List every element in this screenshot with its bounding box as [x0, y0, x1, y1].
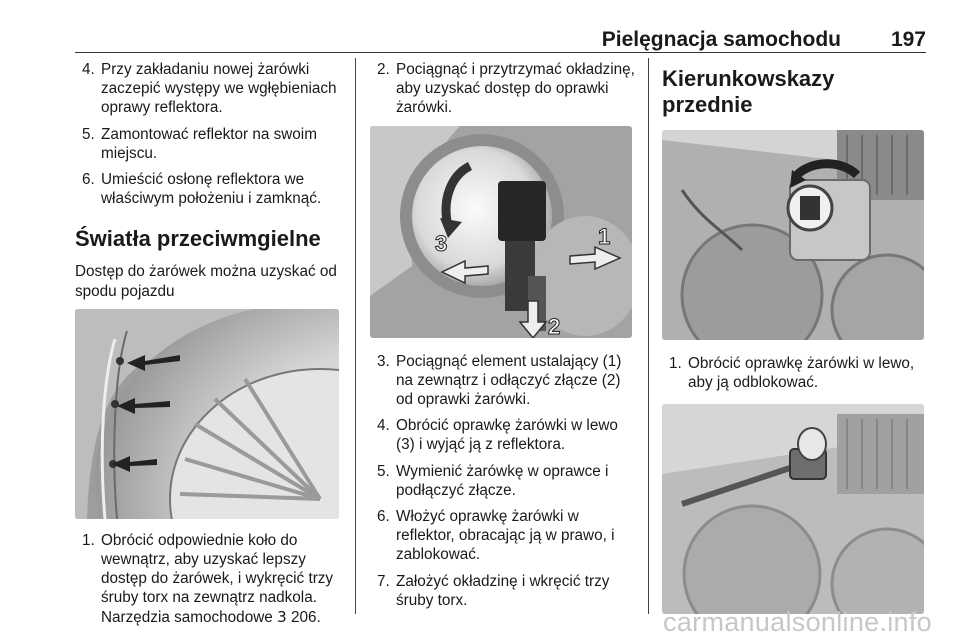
wheel-arch-illustration [75, 309, 339, 519]
step-text: Umieścić osłonę reflektora we właściwym położeniu i zamknąć. [101, 171, 322, 208]
page-reference-number: 206. [291, 608, 321, 626]
bulb-holder-illustration [370, 126, 632, 338]
section-heading-fog-lights: Światła przeciwmgielne [75, 226, 321, 252]
step-text: Pociągnąć i przytrzymać okładzinę, aby uzyskać dostęp do oprawki żarówki. [396, 61, 635, 117]
step-text: Przy zakładaniu nowej żarówki zaczepić występy we wgłębieniach oprawy reflektora. [101, 61, 337, 117]
step-item [75, 125, 341, 163]
column-divider [355, 58, 356, 614]
column-divider [648, 58, 649, 614]
step-number: 6. [82, 171, 95, 189]
column-left [75, 60, 341, 634]
callout-label-3: 3 [435, 230, 448, 256]
step-item [370, 416, 635, 454]
tools-reference-label: Narzędzia samochodowe [101, 608, 273, 626]
step-text: Obrócić odpowiednie koło do wewnątrz, aby uzyskać lepszy dostęp do żarówek, i wykręcić trzy śruby torx na zewnątrz nadkola. [101, 531, 334, 607]
page-reference-icon: 3 [277, 607, 287, 626]
step-text: Założyć okładzinę i wkręcić trzy śruby torx. [396, 572, 610, 609]
step-item [370, 60, 635, 118]
step-item [75, 531, 341, 627]
step-item [370, 572, 635, 610]
step-text: Zamontować reflektor na swoim miejscu. [101, 125, 317, 162]
step-item [370, 507, 635, 565]
section-heading-front-indicators: Kierunkowskazy przednie [662, 66, 835, 117]
step-number: 4. [377, 417, 390, 435]
step-item [662, 354, 927, 392]
step-text: Wymienić żarówkę w oprawce i podłączyć złącze. [396, 462, 609, 499]
step-text: Obrócić oprawkę żarówki w lewo, aby ją odblokować. [688, 355, 915, 392]
step-item [370, 462, 635, 500]
step-number: 5. [82, 125, 95, 143]
step-text: Pociągnąć element ustalający (1) na zewnątrz i odłączyć złącze (2) od oprawki żarówki. [396, 352, 622, 409]
page-header [75, 26, 926, 53]
step-number: 2. [377, 61, 390, 78]
step-number: 5. [377, 462, 390, 480]
watermark-text: carmanualsonline.info [663, 607, 932, 637]
step-number: 1. [82, 531, 95, 549]
callout-label-2: 2 [548, 313, 561, 338]
step-number: 7. [377, 572, 390, 590]
step-text: Włożyć oprawkę żarówki w reflektor, obracając ją w prawo, i zablokować. [396, 508, 615, 564]
header-title: Pielęgnacja samochodu [601, 28, 841, 51]
step-number: 4. [82, 61, 95, 78]
step-number: 3. [377, 352, 390, 370]
intro-paragraph: Dostęp do żarówek można uzyskać od spodu pojazdu [75, 263, 337, 300]
indicator-bulb-removed-illustration [662, 404, 924, 614]
indicator-rotate-illustration [662, 130, 924, 340]
step-number: 6. [377, 508, 390, 526]
column-middle [370, 60, 635, 617]
step-item [75, 60, 341, 118]
page-number: 197 [890, 28, 926, 51]
step-number: 1. [669, 355, 682, 372]
callout-label-1: 1 [598, 223, 611, 249]
step-item [370, 352, 635, 410]
step-text: Obrócić oprawkę żarówki w lewo (3) i wyjąć ją z reflektora. [396, 417, 618, 454]
step-item [75, 170, 341, 208]
column-right [662, 60, 927, 614]
